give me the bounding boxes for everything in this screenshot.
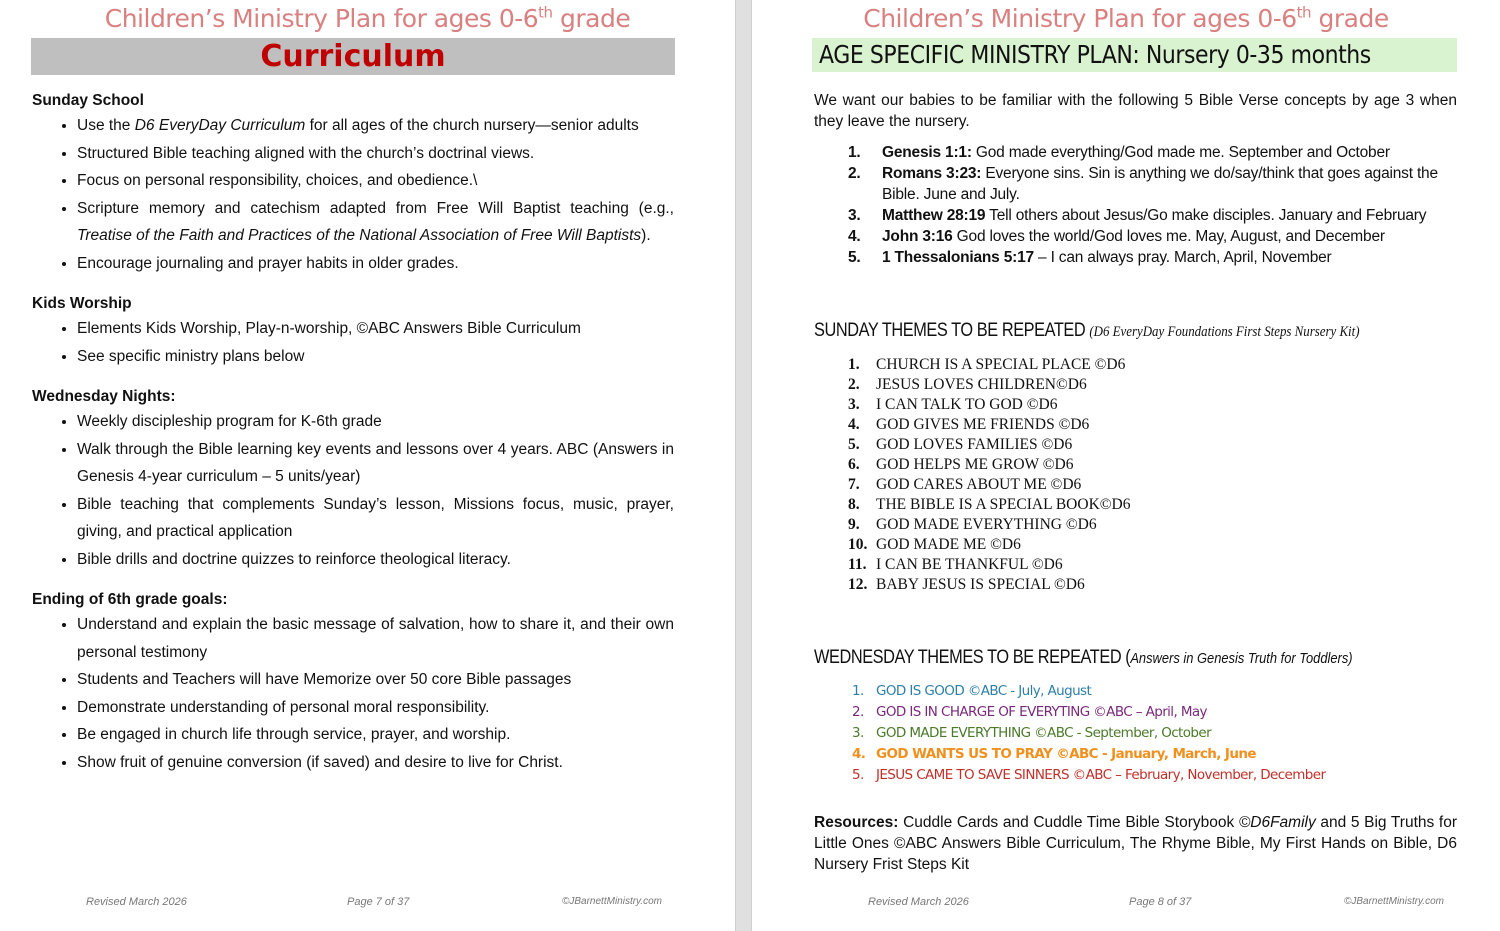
theme-text: GOD CARES ABOUT ME ©D6 — [876, 476, 1082, 493]
list-item — [77, 546, 674, 574]
theme-number: 3. — [852, 725, 864, 741]
page-header — [0, 4, 735, 34]
theme-text: GOD IS IN CHARGE OF EVERYTING ©ABC – April, May — [876, 704, 1207, 720]
section-heading: Wednesday Nights: — [32, 388, 176, 405]
verse-reference: 1 Thessalonians 5:17 — [882, 249, 1034, 266]
theme-number: 2. — [848, 376, 860, 393]
verse-item — [848, 247, 1457, 268]
item-text: Scripture memory and catechism adapted from Free Will Baptist teaching (e.g., — [77, 199, 674, 217]
sunday-theme-item — [848, 375, 1457, 395]
verse-item — [848, 142, 1457, 163]
theme-text: GOD MADE EVERYTHING ©ABC - September, October — [876, 725, 1212, 741]
sunday-theme-item — [848, 575, 1457, 595]
footer-page: Page 7 of 37 — [347, 896, 410, 908]
sunday-theme-item — [848, 455, 1457, 475]
list-item — [77, 666, 674, 694]
header-end: grade — [552, 4, 631, 33]
sunday-theme-item — [848, 535, 1457, 555]
header-sup: th — [1296, 3, 1312, 22]
list-item — [77, 694, 674, 722]
theme-text: GOD GIVES ME FRIENDS ©D6 — [876, 416, 1090, 433]
sunday-theme-item — [848, 435, 1457, 455]
list-item — [77, 436, 674, 491]
item-text: Walk through the Bible learning key events and lessons over 4 years. ABC (Answers in Genesis 4-year curriculum – 5 units/year) — [77, 440, 674, 485]
footer-page: Page 8 of 37 — [1129, 896, 1192, 908]
page-header — [752, 4, 1500, 34]
item-text: Focus on personal responsibility, choices, and obedience.\ — [77, 172, 478, 189]
sunday-theme-item — [848, 515, 1457, 535]
resources-label: Resources: — [814, 814, 899, 831]
verse-description: – I can always pray. March, April, November — [1033, 249, 1332, 266]
theme-number: 11. — [848, 556, 867, 573]
resources-em: ©D6Family — [1238, 814, 1316, 831]
wednesday-theme-item — [852, 744, 1457, 765]
list-item — [77, 343, 674, 371]
verse-number: 3. — [848, 207, 861, 224]
list-item — [77, 140, 674, 168]
theme-text: I CAN TALK TO GOD ©D6 — [876, 396, 1058, 413]
theme-number: 4. — [852, 746, 866, 762]
page-title: AGE SPECIFIC MINISTRY PLAN: Nursery 0-35 months — [819, 40, 1371, 69]
verse-reference: Genesis 1:1: — [882, 144, 972, 161]
section-heading: Ending of 6th grade goals: — [32, 591, 228, 608]
theme-number: 6. — [848, 456, 860, 473]
theme-text: GOD HELPS ME GROW ©D6 — [876, 456, 1074, 473]
header-text: Children’s Ministry Plan for ages 0-6 — [104, 4, 539, 33]
sunday-themes-list — [814, 355, 1457, 595]
item-text-end: th grade — [324, 413, 382, 430]
list-item — [77, 315, 674, 343]
wednesday-themes-heading — [814, 645, 1468, 672]
intro-text: We want our babies to be familiar with the following 5 Bible Verse concepts by age 3 when they leave the nursery. — [814, 92, 1457, 130]
item-text: Students and Teachers will have Memorize over 50 core Bible passages — [77, 671, 572, 688]
item-text-end: ). — [641, 227, 651, 244]
theme-text: BABY JESUS IS SPECIAL ©D6 — [876, 576, 1085, 593]
item-text: Weekly discipleship program for K-6 — [77, 413, 325, 430]
wednesday-theme-item — [852, 702, 1457, 723]
list-item — [77, 195, 674, 250]
curriculum-body — [32, 90, 674, 776]
verse-description: God loves the world/God loves me. May, August, and December — [952, 228, 1385, 245]
footer-revised: Revised March 2026 — [86, 896, 187, 908]
list-item — [77, 749, 674, 777]
item-emphasis: D6 EveryDay Curriculum — [134, 117, 306, 134]
theme-number: 5. — [848, 436, 860, 453]
item-text: Be engaged in church life through service, prayer, and worship. — [77, 726, 511, 743]
theme-text: GOD MADE ME ©D6 — [876, 536, 1021, 553]
header-sup: th — [538, 3, 553, 22]
page-8 — [752, 0, 1500, 931]
theme-text: GOD WANTS US TO PRAY ©ABC - January, March, June — [876, 746, 1256, 762]
list-item — [77, 167, 674, 195]
item-text: Bible teaching that complements Sunday’s lesson, Missions focus, music, prayer, giving, and practical application — [77, 495, 674, 540]
resources-post: and 5 Big Truths for Little Ones ©ABC Answers Bible Curriculum, The Rhyme Bible, My First Hands on Bible, D6 Nursery Frist Steps Kit — [814, 814, 1457, 873]
sunday-themes-heading — [814, 318, 1468, 345]
item-text: Elements Kids Worship, Play-n-worship, ©ABC Answers Bible Curriculum — [77, 320, 581, 337]
heading-sub: (D6 EveryDay Foundations First Steps Nursery Kit) — [1089, 324, 1360, 340]
theme-text: GOD IS GOOD ©ABC - July, August — [876, 683, 1092, 699]
list-item — [77, 491, 674, 546]
theme-number: 3. — [848, 396, 860, 413]
section-heading: Sunday School — [32, 92, 144, 109]
theme-text: JESUS CAME TO SAVE SINNERS ©ABC – February, November, December — [876, 767, 1326, 783]
verse-number: 5. — [848, 249, 861, 266]
theme-text: I CAN BE THANKFUL ©D6 — [876, 556, 1063, 573]
theme-number: 4. — [848, 416, 860, 433]
bullet-list — [77, 112, 674, 277]
list-item — [77, 611, 674, 666]
page-title: Curriculum — [31, 38, 675, 75]
list-item — [77, 112, 674, 140]
theme-text: GOD LOVES FAMILIES ©D6 — [876, 436, 1073, 453]
section-heading: Kids Worship — [32, 295, 132, 312]
wednesday-themes-list — [814, 681, 1457, 786]
verse-text — [882, 163, 1457, 205]
verse-text — [882, 247, 1332, 268]
page-7 — [0, 0, 735, 931]
theme-text: CHURCH IS A SPECIAL PLACE ©D6 — [876, 356, 1126, 373]
verse-item — [848, 226, 1457, 247]
verse-description: God made everything/God made me. September and October — [971, 144, 1390, 161]
verse-text — [882, 226, 1385, 247]
page-title-band — [812, 38, 1457, 72]
sunday-theme-item — [848, 395, 1457, 415]
heading-sub: Answers in Genesis Truth for Toddlers) — [1130, 650, 1353, 667]
theme-number: 10. — [848, 536, 868, 553]
header-end: grade — [1311, 4, 1389, 33]
verse-list — [814, 142, 1457, 268]
theme-number: 1. — [852, 683, 864, 699]
item-text: Use the — [77, 117, 135, 134]
item-text: See specific ministry plans below — [77, 347, 305, 365]
sunday-theme-item — [848, 495, 1457, 515]
sunday-theme-item — [848, 475, 1457, 495]
verse-number: 2. — [848, 165, 861, 182]
verse-text — [882, 142, 1390, 163]
verse-number: 4. — [848, 228, 861, 245]
verse-item — [848, 163, 1457, 205]
theme-number: 12. — [848, 576, 868, 593]
theme-text: THE BIBLE IS A SPECIAL BOOK©D6 — [876, 496, 1131, 513]
item-emphasis: Treatise of the Faith and Practices of the National Association of Free Will Baptists — [77, 227, 642, 244]
list-item — [77, 721, 674, 749]
list-item — [77, 250, 674, 278]
theme-text: JESUS LOVES CHILDREN©D6 — [876, 376, 1087, 393]
item-text-end: for all ages of the church nursery—senior adults — [305, 117, 639, 134]
verse-description: Tell others about Jesus/Go make disciples. January and February — [985, 207, 1427, 224]
item-text: Bible drills and doctrine quizzes to reinforce theological literacy. — [77, 550, 511, 568]
verse-text — [882, 205, 1426, 226]
heading-text: SUNDAY THEMES TO BE REPEATED — [814, 320, 1090, 341]
heading-text: WEDNESDAY THEMES TO BE REPEATED ( — [814, 647, 1131, 668]
list-item — [77, 408, 674, 436]
item-text: Encourage journaling and prayer habits in older grades. — [77, 254, 459, 272]
wednesday-theme-item — [852, 723, 1457, 744]
verse-reference: John 3:16 — [882, 228, 953, 245]
theme-number: 1. — [848, 356, 860, 373]
item-text: Show fruit of genuine conversion (if saved) and desire to live for Christ. — [77, 753, 563, 771]
page-divider — [735, 0, 752, 931]
bullet-list — [77, 611, 674, 776]
footer-revised: Revised March 2026 — [868, 896, 969, 908]
verse-reference: Romans 3:23: — [882, 165, 982, 182]
bullet-list — [77, 315, 674, 370]
item-text: Demonstrate understanding of personal moral responsibility. — [77, 698, 490, 716]
verse-reference: Matthew 28:19 — [882, 207, 986, 224]
item-text: Understand and explain the basic message of salvation, how to share it, and their own personal testimony — [77, 616, 674, 661]
bullet-list — [77, 408, 674, 573]
theme-number: 8. — [848, 496, 860, 513]
sunday-theme-item — [848, 555, 1457, 575]
verse-description: Everyone sins. Sin is anything we do/say/think that goes against the Bible. June and July. — [882, 165, 1438, 203]
verse-number: 1. — [848, 144, 861, 161]
item-text: Structured Bible teaching aligned with the church’s doctrinal views. — [77, 144, 535, 162]
sunday-theme-item — [848, 415, 1457, 435]
verse-item — [848, 205, 1457, 226]
wednesday-theme-item — [852, 681, 1457, 702]
resources-pre: Cuddle Cards and Cuddle Time Bible Storybook — [898, 814, 1239, 831]
theme-number: 5. — [852, 767, 864, 783]
footer-site: ©JBarnettMinistry.com — [562, 896, 662, 907]
theme-number: 2. — [852, 704, 864, 720]
theme-number: 9. — [848, 516, 860, 533]
resources-text — [814, 812, 1457, 875]
sunday-theme-item — [848, 355, 1457, 375]
header-text: Children’s Ministry Plan for ages 0-6 — [863, 4, 1297, 33]
wednesday-theme-item — [852, 765, 1457, 786]
theme-number: 7. — [848, 476, 860, 493]
theme-text: GOD MADE EVERYTHING ©D6 — [876, 516, 1097, 533]
footer-site: ©JBarnettMinistry.com — [1344, 896, 1444, 907]
